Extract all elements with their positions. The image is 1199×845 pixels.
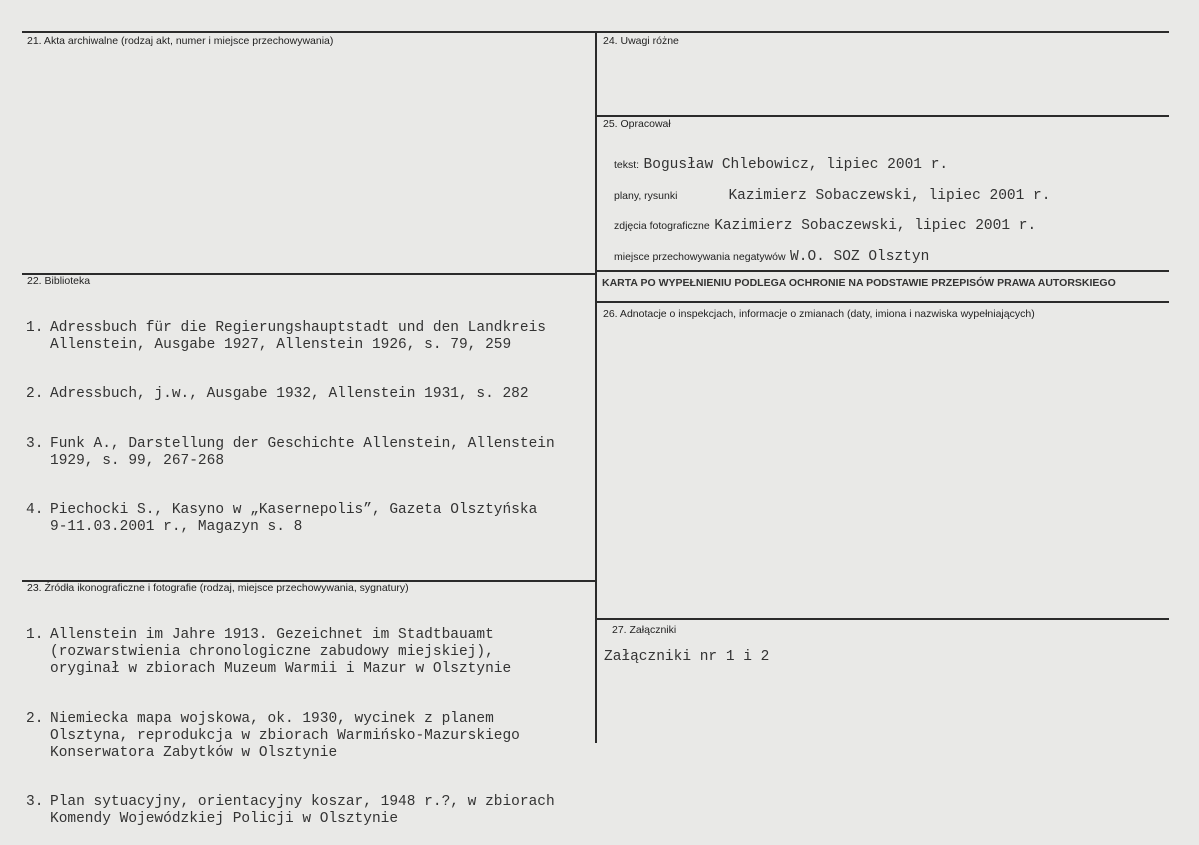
- negatives-value: W.O. SOZ Olsztyn: [790, 249, 930, 265]
- photos-label: zdjęcia fotograficzne: [614, 220, 710, 232]
- divider-26-27: [596, 618, 1169, 620]
- negatives-label: miejsce przechowywania negatywów: [614, 251, 786, 263]
- section-26-header: 26. Adnotacje o inspekcjach, informacje o zmianach (daty, imiona i nazwiska wypełniających): [603, 308, 1035, 320]
- center-divider: [595, 31, 597, 743]
- author-text-label: tekst:: [614, 159, 640, 171]
- section-23-header: 23. Źródła ikonograficzne i fotografie (rodzaj, miejsce przechowywania, sygnatury): [27, 582, 409, 594]
- iconographic-sources-list: [26, 595, 555, 845]
- attachments-value: Załączniki nr 1 i 2: [604, 649, 770, 665]
- section-27-header: 27. Załączniki: [612, 624, 677, 636]
- plans-value: Kazimierz Sobaczewski, lipiec 2001 r.: [728, 188, 1051, 204]
- list-item: 4. Piechocki S., Kasyno w „Kasernepolis”, Gazeta Olsztyńska 9-11.03.2001 r., Magazyn s. 8: [26, 502, 538, 536]
- negatives-row: [614, 247, 929, 265]
- author-text-row: [614, 155, 948, 173]
- divider-25-notice: [596, 270, 1169, 272]
- author-text-value: Bogusław Chlebowicz, lipiec 2001 r.: [643, 157, 949, 173]
- photos-value: Kazimierz Sobaczewski, lipiec 2001 r.: [714, 218, 1037, 234]
- photos-row: [614, 216, 1036, 234]
- list-item: 3. Plan sytuacyjny, orientacyjny koszar, 1948 r.?, w zbiorach Komendy Wojewódzkiej Policji w Olsztynie: [26, 794, 555, 828]
- list-item: 1. Adressbuch für die Regierungshauptstadt und den Landkreis Allenstein, Ausgabe 1927, Allenstein 1926, s. 79, 259: [26, 320, 546, 354]
- plans-label: plany, rysunki: [614, 190, 678, 202]
- plans-row: [614, 186, 1050, 204]
- section-22-header: 22. Biblioteka: [27, 275, 91, 287]
- copyright-notice: KARTA PO WYPEŁNIENIU PODLEGA OCHRONIE NA PODSTAWIE PRZEPISÓW PRAWA AUTORSKIEGO: [602, 277, 1116, 289]
- divider-21-22: [22, 273, 596, 275]
- list-item: 2. Niemiecka mapa wojskowa, ok. 1930, wycinek z planem Olsztyna, reprodukcja w zbiorach Warmińsko-Mazurskiego Konserwatora Zabytków w Olsztynie: [26, 710, 520, 762]
- bibliography-list: [26, 288, 555, 552]
- divider-notice-26: [596, 301, 1169, 303]
- section-21-header: 21. Akta archiwalne (rodzaj akt, numer i miejsce przechowywania): [27, 35, 334, 47]
- list-item: 2. Adressbuch, j.w., Ausgabe 1932, Allenstein 1931, s. 282: [26, 386, 529, 403]
- section-25-header: 25. Opracował: [603, 118, 671, 130]
- list-item: 3. Funk A., Darstellung der Geschichte Allenstein, Allenstein 1929, s. 99, 267-268: [26, 435, 555, 469]
- list-item: 1. Allenstein im Jahre 1913. Gezeichnet im Stadtbauamt (rozwarstwienia chronologiczne zabudowy miejskiej), oryginał w zbiorach Muzeum Warmii i Mazur w Olsztynie: [26, 627, 512, 678]
- section-24-header: 24. Uwagi różne: [603, 35, 679, 47]
- divider-24-25: [596, 115, 1169, 117]
